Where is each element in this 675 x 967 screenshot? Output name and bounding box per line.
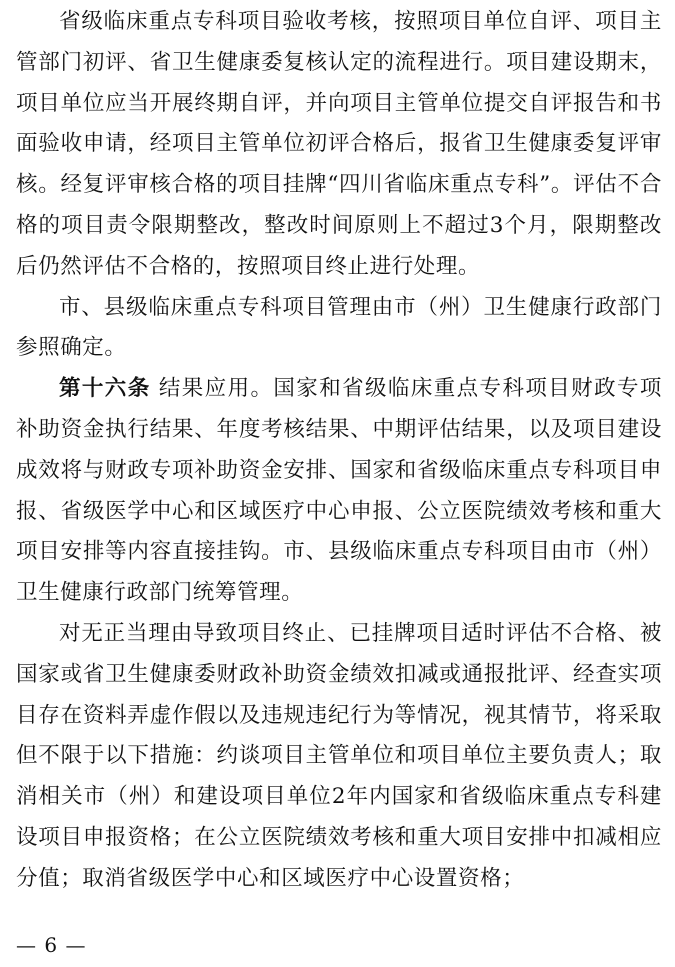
paragraph-city-county-management [16, 288, 662, 370]
paragraph-text: 市、县级临床重点专科项目管理由市（州）卫生健康行政部门参照确定。 [16, 294, 662, 361]
paragraph-acceptance-assessment [16, 2, 662, 288]
article-number: 第十六条 [59, 376, 151, 402]
paragraph-penalty-measures [16, 614, 662, 900]
paragraph-text: 省级临床重点专科项目验收考核，按照项目单位自评、项目主管部门初评、省卫生健康委复核认定的流程进行。项目建设期末，项目单位应当开展终期自评，并向项目主管单位提交自评报告和书面验收申请，经项目主管单位初评合格后，报省卫生健康委复评审核。经复评审核合格的项目挂牌“四川省临床重点专科”。评估不合格的项目责令限期整改，整改时间原则上不超过3个月，限期整改后仍然评估不合格的，按照项目终止进行处理。 [16, 9, 662, 279]
paragraph-article-16-result-application [16, 369, 662, 614]
document-body [16, 2, 662, 900]
page-number: — 6 — [16, 933, 87, 957]
paragraph-text: 对无正当理由导致项目终止、已挂牌项目适时评估不合格、被国家或省卫生健康委财政补助资金绩效扣减或通报批评、经查实项目存在资料弄虚作假以及违规违纪行为等情况，视其情节，将采取但不限于以下措施：约谈项目主管单位和项目单位主要负责人；取消相关市（州）和建设项目单位2年内国家和省级临床重点专科建设项目申报资格；在公立医院绩效考核和重大项目安排中扣减相应分值；取消省级医学中心和区域医疗中心设置资格； [16, 620, 662, 891]
paragraph-text: 结果应用。国家和省级临床重点专科项目财政专项补助资金执行结果、年度考核结果、中期评估结果，以及项目建设成效将与财政专项补助资金安排、国家和省级临床重点专科项目申报、省级医学中心和区域医疗中心申报、公立医院绩效考核和重大项目安排等内容直接挂钩。市、县级临床重点专科项目由市（州）卫生健康行政部门统筹管理。 [16, 376, 662, 606]
